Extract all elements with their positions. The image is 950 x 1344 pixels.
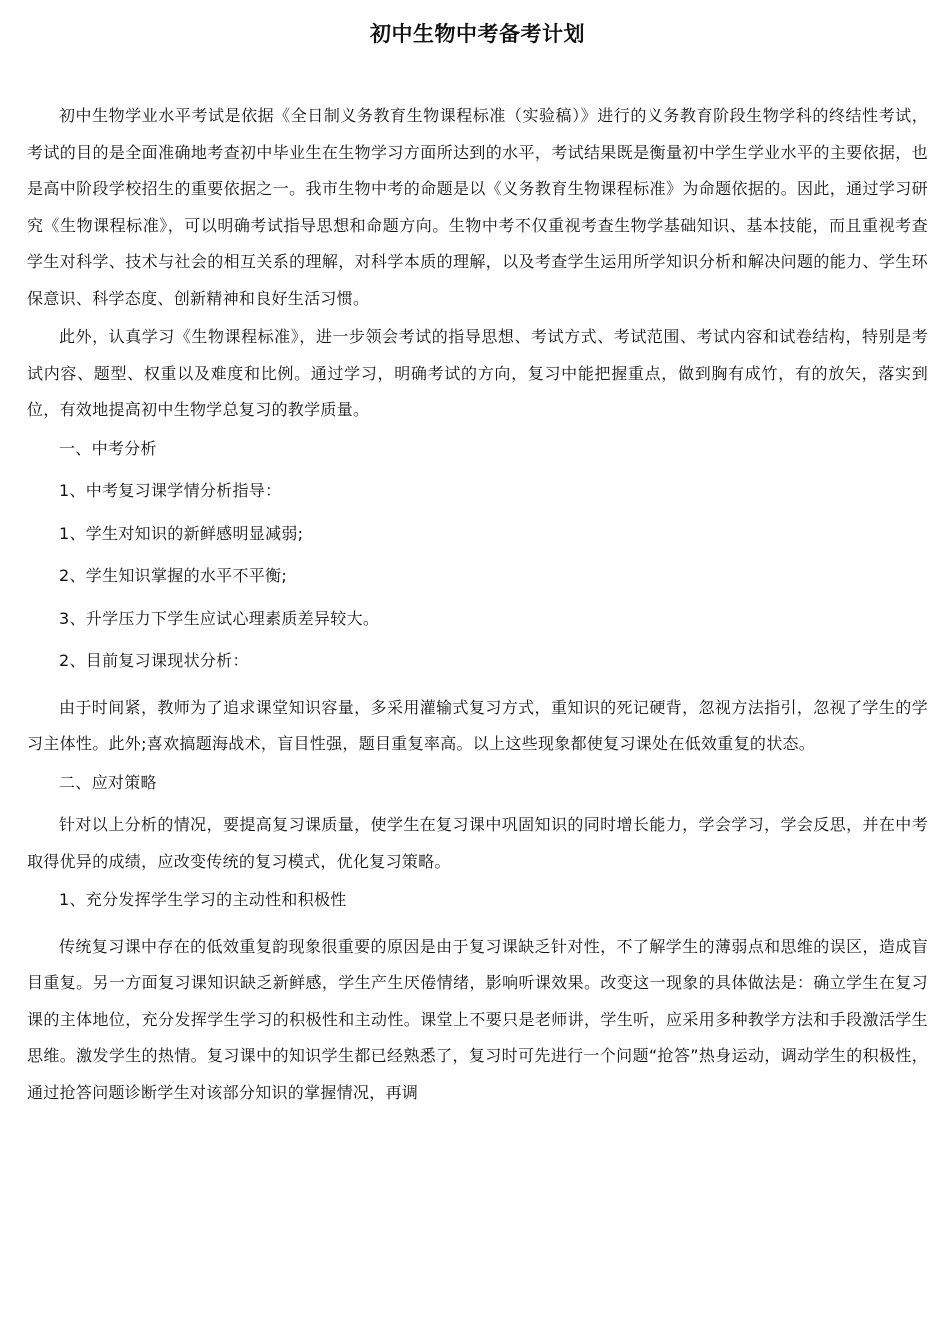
document-title: 初中生物中考备考计划: [370, 22, 585, 46]
section-heading-strategy: 二、应对策略: [59, 772, 157, 792]
list-item-3: 3、升学压力下学生应试心理素质差异较大。: [59, 608, 380, 628]
initiative-paragraph: 传统复习课中存在的低效重复韵现象很重要的原因是由于复习课缺乏针对性，不了解学生的薄弱点和思维的误区，造成盲目重复。另一方面复习课知识缺乏新鲜感，学生产生厌倦情绪，影响听课效果。改变这一现象的具体做法是：确立学生在复习课的主体地位，充分发挥学生学习的积极性和主动性。课堂上不要只是老师讲，学生听，应采用多种教学方法和手段激活学生思维。激发学生的热情。复习课中的知识学生都已经熟悉了，复习时可先进行一个问题“抢答”热身运动，调动学生的积极性，通过抢答问题诊断学生对该部分知识的掌握情况，再调: [27, 936, 928, 1102]
strategy-paragraph: 针对以上分析的情况，要提高复习课质量，使学生在复习课中巩固知识的同时增长能力，学会学习，学会反思，并在中考取得优异的成绩，应改变传统的复习模式，优化复习策略。: [27, 815, 928, 871]
intro-paragraph: 初中生物学业水平考试是依据《全日制义务教育生物课程标准（实验稿）》进行的义务教育阶段生物学科的终结性考试，考试的目的是全面准确地考查初中毕业生在生物学习方面所达到的水平，考试结果既是衡量初中学生学业水平的主要依据，也是高中阶段学校招生的重要依据之一。我市生物中考的命题是以《义务教育生物课程标准》为命题依据的。因此，通过学习研究《生物课程标准》，可以明确考试指导思想和命题方向。生物中考不仅重视考查生物学基础知识、基本技能，而且重视考查学生对科学、技术与社会的相互关系的理解，对科学本质的理解，以及考查学生运用所学知识分析和解决问题的能力、学生环保意识、科学态度、创新精神和良好生活习惯。: [27, 106, 928, 308]
list-item-1: 1、学生对知识的新鲜感明显减弱;: [59, 523, 304, 543]
section-heading-analysis: 一、中考分析: [59, 438, 157, 458]
subsection-heading-current-status: 2、目前复习课现状分析：: [59, 651, 249, 670]
standards-paragraph: 此外，认真学习《生物课程标准》，进一步领会考试的指导思想、考试方式、考试范围、考试内容和试卷结构，特别是考试内容、题型、权重以及难度和比例。通过学习，明确考试的方向，复习中能把握重点，做到胸有成竹，有的放矢，落实到位，有效地提高初中生物学总复习的教学质量。: [27, 327, 928, 419]
list-item-2: 2、学生知识掌握的水平不平衡;: [59, 566, 288, 585]
subsection-heading-initiative: 1、充分发挥学生学习的主动性和积极性: [59, 890, 347, 909]
current-status-paragraph: 由于时间紧，教师为了追求课堂知识容量，多采用灌输式复习方式，重知识的死记硬背，忽视方法指引，忽视了学生的学习主体性。此外;喜欢搞题海战术，盲目性强，题目重复率高。以上这些现象都使复习课处在低效重复的状态。: [27, 697, 928, 753]
subsection-heading-learning-analysis: 1、中考复习课学情分析指导：: [59, 481, 282, 500]
